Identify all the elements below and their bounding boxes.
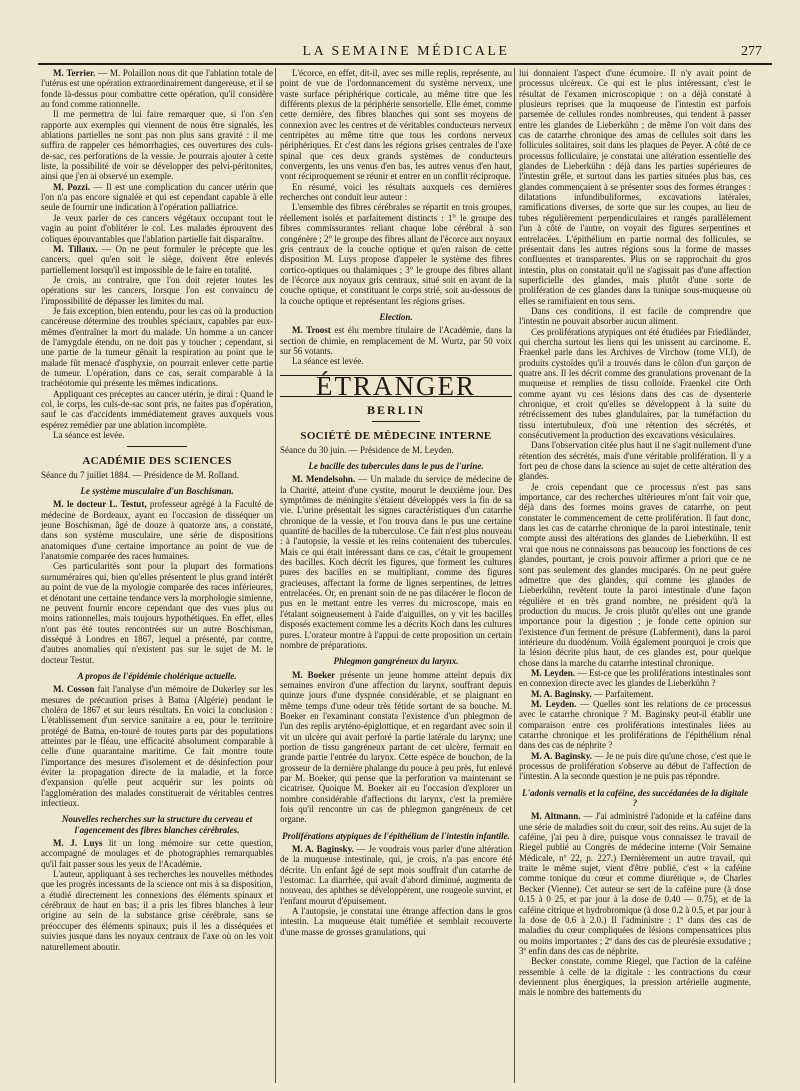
speaker-name: M. Cosson bbox=[53, 684, 95, 695]
paragraph-text: professeur agrégé à la Faculté de médecine de Bordeaux, ayant eu l'occasion de disséquer un jeune Boschisman, âgé de douze à quatorze ans, a constaté, dans son système musculaire, une série de dispositions anatomiques d'une certaine importance au point de vue de l'anatomie comparée des races humaines. bbox=[41, 499, 273, 562]
paragraph: Ces particularités sont pour la plupart des formations surnuméraires qui, bien qu'elles présentent le plus grand intérêt au point de vue de la myologie comparée des races inférieures, et dénotant une certaine tendance vers la morphologie simienne, ne peuvent fournir encore cependant que des vues plus ou moins rationnelles, mais toujours hypothétiques. En effet, elles n'ont pas été toutes rencontrées sur un autre Boschisman, disséqué à Londres en 1867, lequel a présenté, par contre, d'autres anomalies qui n'existent pas sur le sujet de M. le docteur Testut. bbox=[41, 561, 273, 665]
journal-title: LA SEMAINE MÉDICALE bbox=[302, 44, 510, 59]
speaker-name: M. A. Baginsky. bbox=[292, 844, 354, 855]
paragraph: Dans ces conditions, il est facile de comprendre que l'intestin ne pouvait absorber aucun aliment. bbox=[519, 305, 751, 327]
speaker-name: M. A. Baginsky. bbox=[531, 750, 592, 761]
paragraph: lui donnaient l'aspect d'une écumoire. Il n'y avait point de processus ulcéreux. Ce qui est le plus intéressant, c'est le résultat de l'examen microscopique : on a déjà constaté à plusieurs reprises que la muqueuse de l'intestin est parfois parsemée de cellules rondes nombreuses, qui tendent à passer entre les glandes de Lieberkühn ; de même l'on voit dans des cas de catarrhe chronique des amas de cellules soit dans les follicules solitaires, soit dans les plaques de Peyer. A côté de ce processus folliculaire, je constatai une altération essentielle des glandes de Lieberkühn : déjà dans les parties supérieures de l'intestin grêle, et surtout dans les parties situées plus bas, ces glandes commençaient à se présenter sous des formes étranges : dilatations infundibuliformes, excavations latérales, ramifications diverses, de sorte que sur les coupes, au lieu de tubes régulièrement perpendiculaires et rangés parallèlement l'un à côté de l'autre, on voyait des figures serpentines et entrelacées. L'épithélium en partie normal des follicules, se présentait dans les autres régions sous la forme de masses confluentes et transparentes. Plus on se rapprochait du gros intestin, plus on constatait qu'il ne s'agissait pas d'une affection superficielle des glandes, mais plutôt d'une sorte de prolifération de ces glandes dans la tunique sous-muqueuse où elles se ramifiaient en tous sens. bbox=[519, 68, 751, 306]
speaker-name: M. Boeker bbox=[292, 669, 336, 680]
paragraph bbox=[519, 689, 751, 699]
paragraph: Becker constate, comme Riegel, que l'action de la caféine ressemble à celle de la digitale : les contractions du cœur deviennent plus énergiques, la pression artérielle augmente, mais le nombre des battements du bbox=[519, 956, 751, 998]
column-left bbox=[41, 68, 273, 1083]
header-rule bbox=[38, 63, 772, 65]
speaker-name: M. Terrier. bbox=[53, 68, 96, 78]
paragraph: Dans l'observation citée plus haut il ne s'agit nullement d'une rétention des sécrétés, mais d'une véritable prolifération. Il y a fort peu de chose dans la science au sujet de cette altération des glandes. bbox=[519, 440, 751, 482]
paragraph bbox=[41, 68, 273, 109]
paragraph: L'auteur, appliquant à ses recherches les nouvelles méthodes que les progrès incessants de la science ont mis à sa disposition, a étudié directement les connexions des éléments spinaux et cérébraux de haut en bas; il a pris les fibres blanches à leur origine au sein de la substance grise cérébrale, sans se préoccuper des éléments spinaux; puis il les a disséquées et suivies jusque dans les noyaux centraux de l'axe où on les voit naturellement aboutir. bbox=[41, 869, 273, 952]
city-heading: BERLIN bbox=[366, 402, 425, 417]
paragraph: Je veux parler de ces cancers végétaux occupant tout le vagin au point d'oblitérer le col. Les malades éprouvent des coliques épouvantables que l'ablation partielle fait disparaître. bbox=[41, 212, 273, 244]
paragraph-text: — On ne peut formuler le précepte que les cancers, quel qu'en soit le siège, doivent être enlevés partiellement lorsqu'il est impossible de le faire en totalité. bbox=[41, 243, 273, 275]
paragraph-text: présente un jeune homme atteint depuis dix semaines environ d'une affection du larynx, souffrant depuis quinze jours d'une dyspnée considérable, et se plaignant en même temps d'une odeur très fétide sortant de sa bouche. M. Boeker en l'examinant constata l'existence d'un phlegmon de l'un des replis aryténo-épiglottique, et en regardant avec soin il vit un ulcère qui avait perforé la partie latérale du larynx; une portion de tissu gangréneux partant de cet ulcère, fermait en grande partie l'entrée du larynx. Cette espèce de bouchon, de la grosseur de la dernière phalange du pouce à peu près, fut enlevé par M. Boeker, qui pense que la perforation va maintenant se cicatriser. Quoique M. Boeker ait eu l'occasion d'explorer un nombre considérable d'affections du larynx, c'est la première fois qu'il rencontre un cas de phlegmon gangréneux de cet organe. bbox=[280, 669, 512, 825]
paragraph-text: fait l'analyse d'un mémoire de Dukerley sur les mesures de précaution prises à Batna (Algérie) pendant le choléra de 1867 et sur leurs résultats. En voici la conclusion : L'établissement d'un service sanitaire a eu, pour le territoire protégé de Batna, en-touré de toutes parts par des populations atteintes par le fléau, une efficacité absolument comparable à celle d'une quarantaine maritime. Ce fait montre toute l'importance des mesures d'isolement et de désinfection pour éviter la propagation directe de la maladie, et la force d'expansion qu'elle peut acquérir sur les points où l'agglomération des malades constituerait de véritables centres infectieux. bbox=[41, 684, 273, 809]
subsection-title: Proliférations atypiques de l'épithélium de l'intestin infantile. bbox=[282, 830, 510, 841]
paragraph-text: — Parfaitement. bbox=[591, 688, 654, 699]
column-middle bbox=[280, 68, 512, 1083]
paragraph-text: — Est-ce que les proliférations intestinales sont en connexion directe avec les glandes de Lieberkühn ? bbox=[519, 667, 751, 689]
paragraph-text: — Je ne puis dire qu'une chose, c'est que le processus de prolifération s'observe au début de l'affection de l'intestin. A la seconde question je ne puis pas répondre. bbox=[519, 750, 751, 782]
subsection-title: A propos de l'épidémie cholérique actuelle. bbox=[77, 670, 237, 681]
paragraph-text: — Il est une complication du cancer utérin que l'on n'a pas encore signalée et qui est cependant capable à elle seule de fournir une indication à l'opération palliatrice. bbox=[41, 181, 273, 213]
paragraph: L'ensemble des fibres cérébrales se répartit en trois groupes, réellement isolés et parfaitement distincts : 1° le groupe des fibres commissurantes reliant chaque lobe cérébral à son congénère ; 2° le groupe des fibres allant de l'écorce aux noyaux gris centraux de la couche optique et qu'en raison de cette disposition M. Luys propose d'appeler le système des fibres cortico-optiques ou thalamiques ; 3° le groupe des fibres allant de l'écorce aux noyaux gris centraux, situé soit en avant de la couche optique, et constituant le corps strié, soit au-dessous de la couche optique et représentant les régions grises. bbox=[280, 202, 512, 306]
paragraph: La séance est levée. bbox=[53, 430, 125, 441]
rubric-title: ÉTRANGER bbox=[280, 375, 512, 397]
paragraph: Je crois cependant que ce processus n'est pas sans importance, car des recherches ultérieures m'ont fait voir que, déjà dans des formes moins graves de catarrhe, on peut constater le commencement de cette prolifération. Il faut donc, dans les cas de catarrhe chronique de la paroi intestinale, tenir compte aussi des altérations des glandes de Lieberkühn. Il est vrai que nous ne connaissons pas beaucoup les fonctions de ces glandes, pourtant, je crois pouvoir affirmer a priori que ce ne sont pas seulement des glandes muciparés. On ne peut guère admettre que des glandes, qui comme les glandes de Lieberkühn, revêtent toute la paroi intestinale d'une façon régulière et en très grand nombre, ne président qu'à la production du mucus. Je crois plutôt qu'elles ont une grande importance pour la digestion ; je fonde cette opinion sur l'existence d'un ferment de présure (Labferment), dans la paroi intérieure du duodénum. Voilà également pourquoi je crois que la lésion décrite plus haut, de ces glandes est, pour quelque chose dans la marche du catarrhe intestinal chronique. bbox=[519, 481, 751, 668]
paragraph bbox=[41, 838, 273, 869]
section-title: ACADÉMIE DES SCIENCES bbox=[82, 455, 232, 468]
paragraph: A l'autopsie, je constatai une étrange affection dans le gros intestin. La muqueuse était tuméfiée et semblait recouverte d'une masse de grosses granulations, qui bbox=[280, 906, 512, 937]
paragraph-text: — M. Polaillon nous dit que l'ablation totale de l'utérus est une opération extraordinairement dangereuse, et il se fonde là-dessus pour combattre cette opération, qu'il considère au fond comme rationnelle. bbox=[41, 68, 273, 110]
paragraph bbox=[41, 244, 273, 275]
session-line: Séance du 7 juillet 1884. — Présidence de M. Rolland. bbox=[41, 469, 239, 480]
speaker-name: M. Leyden. bbox=[531, 667, 576, 678]
paragraph bbox=[41, 684, 273, 808]
paragraph bbox=[41, 182, 273, 213]
paragraph bbox=[280, 670, 512, 825]
paragraph: Appliquant ces préceptes au cancer utérin, je dirai : Quand le col, le corps, les culs-de-sac sont pris, ne faites pas d'opération, sauf le cas d'accidents immédiatement graves auxquels vous espérez remédier par une ablation incomplète. bbox=[41, 388, 273, 430]
subsection-title: L'adonis vernalis et la caféine, des succédanées de la digitale ? bbox=[522, 787, 748, 809]
column-right bbox=[519, 68, 751, 1083]
speaker-name: M. Troost bbox=[292, 325, 331, 336]
paragraph: Je fais exception, bien entendu, pour les cas où la production cancéreuse détermine des troubles spéciaux, capables par eux-mêmes d'entraîner la mort du malade. Un homme a un cancer de l'amygdale étendu, on ne doit pas y toucher ; cependant, si une partie de la tumeur gênait la respiration au point que le malade fût menacé d'asphyxie, on pourrait enlever cette partie de tumeur. L'opération, dans ce cas, serait comparable à la trachéotomie qui présente les mêmes indications. bbox=[41, 305, 273, 389]
column-divider bbox=[514, 68, 515, 1083]
paragraph: Je crois, au contraire, que l'on doit rejeter toutes les opérations sur les cancers, lorsque l'on est convaincu de l'impossibilité de dépasser les limites du mal. bbox=[41, 274, 273, 306]
paragraph: L'écorce, en effet, dit-il, avec ses mille replis, représente, au point de vue de l'ordonnancement du système nerveux, une vaste surface périphérique corticale, au même titre que les différents plexus de la périphérie sensorielle. Elle émet, comme cette dernière, des fibres blanches qui sont ses moyens de connexion avec les centres et de véritables conducteurs nerveux centripètes au même titre que tous les cordons nerveux périphériques. Et c'est dans les régions grises centrales de l'axe spinal que ces deux grands systèmes de conducteurs convergents, les uns venus d'en bas, les autres venus d'en haut, vont réciproquement se réunir et entrer en un conflit réciproque. bbox=[280, 68, 512, 182]
paragraph-text: — Un malade du service de médecine de la Charité, atteint d'une cystite, mourut le deuxième jour. Des symptômes de méningite s'étaient développés vers la fin de sa vie. L'urine présentait les signes caractéristiques d'un catarrhe chronique de la vessie, et l'on trouva dans le pus une certaine quantité de bacilles de la tuberculose. Ce fait n'est plus nouveau : à l'autopsie, la vessie et les reins contenaient des tubercules. Mais ce qui était intéressant dans ce cas, c'était le groupement des bacilles. Koch décrit les figures, que forment les cultures pures des bacilles en se multipliant, comme des figures gracieuses, affectant la forme de lignes serpentines, de lettres entrelacées. Or, en prenant soin de ne pas dilacérer le flocon de pus en le mettant entre les verres du microscope, mais en l'étalant soigneusement à l'aide d'aiguilles, on y vit les bacilles disposés exactement comme les a décrits Koch dans les cultures pures. L'orateur montre à l'appui de cette proposition un certain nombre de préparations. bbox=[280, 474, 512, 650]
column-divider bbox=[275, 68, 276, 1083]
speaker-name: M. Leyden. bbox=[531, 698, 577, 709]
paragraph-text: lit un long mémoire sur cette question, accompagné de moulages et de photographies remarquables qu'il fait passer sous les yeux de l'Académie. bbox=[41, 838, 273, 869]
subsection-title: Le système musculaire d'un Boschisman. bbox=[80, 486, 234, 497]
paragraph: Ces proliférations atypiques ont été étudiées par Friedländer, qui chercha surtout les liens qui les unissent au carcinome. E. Fraenkel parle dans les Archives de Virchow (tome VI.I), de produits cystoïdes qu'il a trouvés dans le côlon d'un garçon de quatre ans. Il les décrit comme des granulations provenant de la muqueuse et remplies de tissu colloïde. Fraenkel cite Orth comme ayant vu ces lésions dans des cas de dysenterie chronique, et croit qu'elles se développent à la suite du rétrécissement des tubes glandulaires, par la tuméfaction du tissu intertubuleux, d'où une rétention des sécrétés, et consécutivement la production des excavations vésiculaires. bbox=[519, 326, 751, 441]
paragraph bbox=[280, 325, 512, 356]
speaker-name: M. J. Luys bbox=[53, 838, 103, 849]
paragraph-text: — J'ai administré l'adonide et la caféine dans une série de maladies soit du cœur, soit des reins. Au sujet de la caféine, j'ai peu à dire, puisque vous connaissez le travail de Riegel publié au Congrès de médecine interne (Voir Semaine Médicale, nº 22, p. 227.) Dernièrement un autre travail, qui traite le même sujet, vient d'être publié, c'est « la caféine comme tonique du cœur et comme diurétique », de Charles Becker (Vienne). Cet auteur se sert de la caféine pure (à dose 0.15 à 0 25, et par jour à la dose de 0.40 — 0.75), et de la caféine citrique et hydrobromique (à dose 0.2 à 0.5, et par jour à la dose de 0.6 à 2.0.) Il l'administre : 1º dans des cas de maladies du cœur compliquées de lésions compensatrices plus ou moins importantes ; 2º dans des cas de pleurésie exsudative ; 3º enfin dans des cas de néphrite. bbox=[519, 811, 751, 956]
paragraph: En résumé, voici les résultats auxquels ces dernières recherches ont conduit leur auteur : bbox=[280, 181, 512, 203]
speaker-name: M. Tillaux. bbox=[53, 243, 98, 254]
section-rule bbox=[372, 421, 420, 422]
paragraph: Il me permettra de lui faire remarquer que, si l'on s'en rapporte aux exemples qui viennent de nous être signalés, les ablations partielles ne sont pas non plus sans gravité : il me suffira de rappeler ces hémorrhagies, ces ouvertures des culs-de-sac, ces perforations de la vessie. Je pourrais ajouter à cette liste, la possibilité de voir se développer des pelvi-péritonites, ainsi que j'en ai observé un exemple. bbox=[41, 109, 273, 182]
speaker-name: M. le docteur L. Testut, bbox=[53, 499, 147, 510]
paragraph bbox=[280, 474, 512, 650]
speaker-name: M. Mendelsohn. bbox=[292, 474, 356, 485]
subsection-title: Phlegmon gangréneux du larynx. bbox=[333, 656, 459, 667]
subsection-title: Election. bbox=[379, 311, 413, 322]
paragraph bbox=[519, 811, 751, 956]
paragraph-text: est élu membre titulaire de l'Académie, dans la section de chimie, en remplacement de M. Wurtz, par 50 voix sur 56 votants. bbox=[280, 325, 512, 356]
speaker-name: M. Altmann. bbox=[531, 811, 581, 822]
section-title: SOCIÉTÉ DE MÉDECINE INTERNE bbox=[300, 430, 492, 443]
subsection-title: Nouvelles recherches sur la structure du cerveau et l'agencement des fibres blanches cérébrales. bbox=[61, 814, 253, 835]
speaker-name: M. Pozzi. bbox=[53, 181, 91, 192]
paragraph bbox=[41, 499, 273, 561]
paragraph-text: — Quelles sont les relations de ce processus avec le catarrhe chronique ? M. Baginsky peut-il établir une comparaison entre ces proliférations intestinales liées au catarrhe chronique et les proliférations de l'épithélium rénal dans des cas de néphrite ? bbox=[519, 698, 751, 751]
page-header bbox=[42, 44, 770, 64]
page-number: 277 bbox=[741, 44, 762, 59]
session-line: Séance du 30 juin. — Présidence de M. Leyden. bbox=[280, 444, 454, 455]
subsection-title: Le bacille des tubercules dans le pus de l'urine. bbox=[308, 461, 484, 471]
paragraph bbox=[519, 751, 751, 782]
paragraph bbox=[519, 699, 751, 751]
section-rule bbox=[127, 446, 187, 447]
paragraph: La séance est levée. bbox=[292, 356, 364, 367]
speaker-name: M. A. Baginsky. bbox=[531, 688, 592, 699]
paragraph-text: — Je voudrais vous parler d'une altération de la muqueuse intestinale, qui, je crois, n'a pas encore été décrite. Un enfant âgé de sept mois souffrait d'un catarrhe de l'estomac. La diarrhée, qui avait d'abord diminué, augmenta de nouveau, des aphthes se développèrent, une rougeole survint, et l'enfant mourut d'épuisement. bbox=[280, 844, 512, 906]
paragraph bbox=[280, 844, 512, 906]
paragraph bbox=[519, 668, 751, 689]
